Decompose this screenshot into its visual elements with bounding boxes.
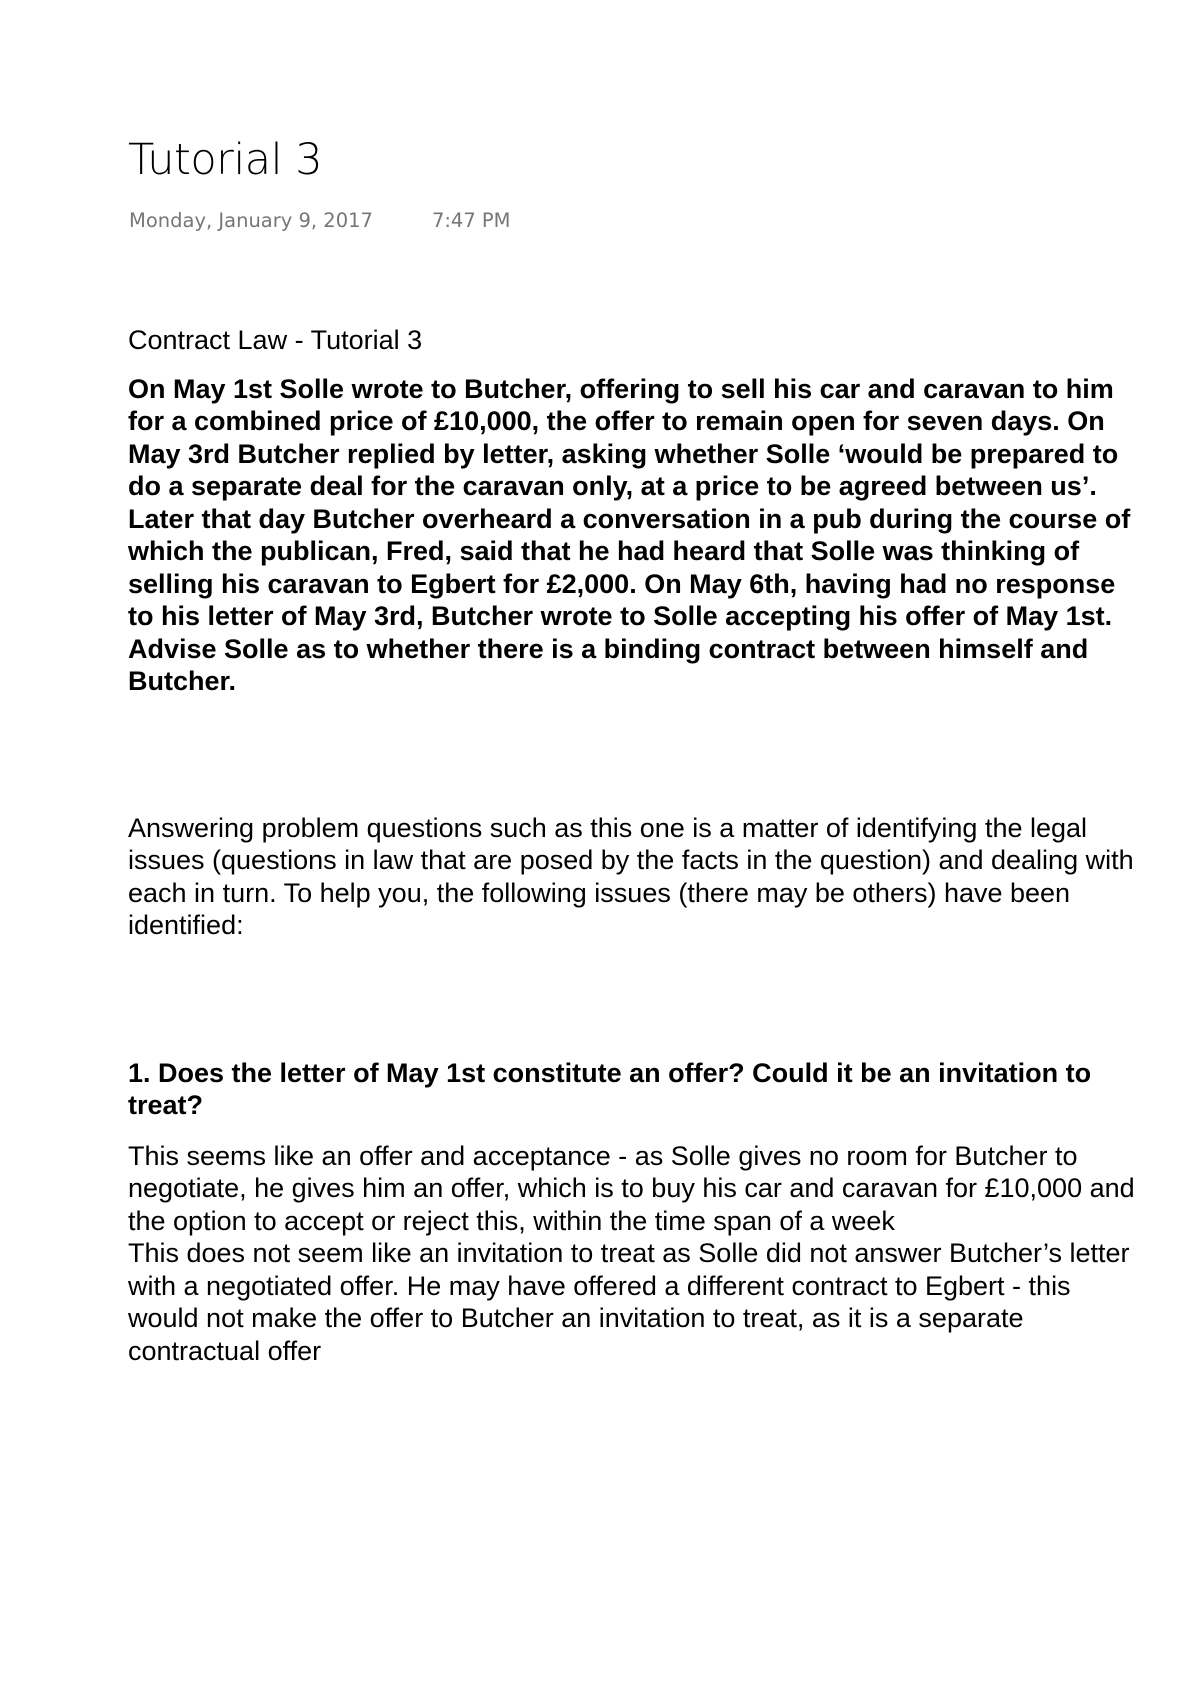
note-time: 7:47 PM	[431, 209, 511, 232]
answer-paragraph: This seems like an offer and acceptance - as Solle gives no room for Butcher to negotiate, he gives him an offer, which is to buy his car and caravan for £10,000 and the option to accept or reject this, within the time span of a week	[128, 1140, 1135, 1236]
document-subtitle: Contract Law - Tutorial 3	[128, 325, 423, 355]
answer-paragraph: This does not seem like an invitation to treat as Solle did not answer Butcher’s letter with a negotiated offer. He may have offered a different contract to Egbert - this would not make the offer to Butcher an invitation to treat, as it is a separate contractual offer	[128, 1238, 1130, 1366]
issue-1-heading: 1. Does the letter of May 1st constitute an offer? Could it be an invitation to treat?	[128, 1057, 1092, 1120]
note-content	[128, 324, 1138, 1367]
note-timestamp	[129, 208, 511, 234]
page-title: Tutorial 3	[128, 135, 323, 185]
problem-question: On May 1st Solle wrote to Butcher, offering to sell his car and caravan to him for a combined price of £10,000, the offer to remain open for seven days. On May 3rd Butcher replied by letter, asking whether Solle ‘would be prepared to do a separate deal for the caravan only, at a price to be agreed between us’. Later that day Butcher overheard a conversation in a pub during the course of which the publican, Fred, said that he had heard that Solle was thinking of selling his caravan to Egbert for £2,000. On May 6th, having had no response to his letter of May 3rd, Butcher wrote to Solle accepting his offer of May 1st. Advise Solle as to whether there is a binding contract between himself and Butcher.	[128, 373, 1131, 696]
note-date: Monday, January 9, 2017	[129, 209, 373, 232]
intro-paragraph: Answering problem questions such as this one is a matter of identifying the legal issues (questions in law that are posed by the facts in the question) and dealing with each in turn. To help you, the following issues (there may be others) have been identified:	[128, 812, 1134, 940]
